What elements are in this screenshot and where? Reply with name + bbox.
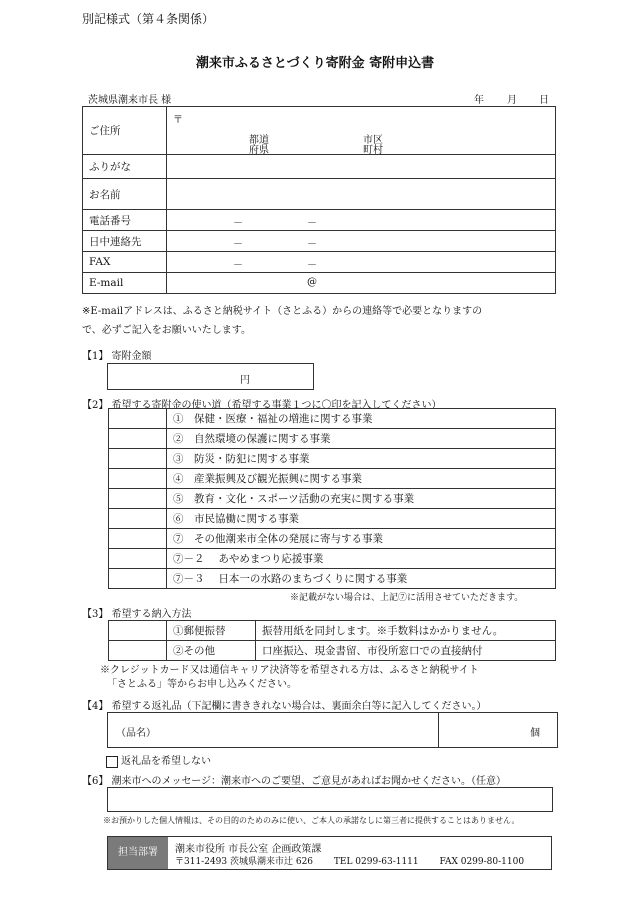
section2-title: 【2】 希望する寄附金の使い道（希望する事業１つに〇印を記入してください） — [82, 400, 442, 411]
gift-divider — [438, 713, 439, 747]
usage-item-label: ⑦－２ あやめまつり応援事業 — [167, 549, 556, 569]
name-label: お名前 — [83, 179, 167, 210]
usage-mark-cell[interactable] — [109, 549, 167, 569]
applicant-info-table — [82, 106, 556, 294]
furigana-field[interactable] — [167, 155, 556, 179]
usage-row — [109, 469, 556, 489]
yen-unit: 円 — [240, 375, 250, 386]
date-month-label: 月 — [507, 95, 517, 106]
fax-field[interactable] — [167, 252, 556, 273]
usage-item-label: ⑦ その他潮来市全体の発展に寄与する事業 — [167, 529, 556, 549]
gift-field[interactable] — [107, 712, 558, 748]
usage-row — [109, 549, 556, 569]
address-field[interactable] — [167, 107, 556, 155]
gift-item-label: （品名） — [116, 728, 156, 739]
payment-note-line1: ※クレジットカード又は通信キャリア決済等を希望される方は、ふるさと納税サイト — [100, 665, 479, 676]
usage-row — [109, 529, 556, 549]
privacy-note: ※お預かりした個人情報は、その目的のためのみに使い、ご本人の承諾なしに第三者に提供することはありません。 — [103, 816, 520, 825]
usage-item-label: ① 保健・医療・福祉の増進に関する事業 — [167, 409, 556, 429]
phone-dash-1: － — [233, 218, 243, 229]
donation-amount-field[interactable] — [107, 363, 314, 390]
usage-item-label: ⑥ 市民協働に関する事業 — [167, 509, 556, 529]
section1-title: 【1】 寄附金額 — [82, 351, 152, 362]
section3-title: 【3】 希望する納入方法 — [82, 609, 192, 620]
fax-label: FAX — [83, 252, 167, 273]
usage-item-label: ② 自然環境の保護に関する事業 — [167, 429, 556, 449]
email-at-mark: @ — [307, 277, 317, 288]
address-label: ご住所 — [83, 107, 167, 155]
fax-dash-2: － — [307, 260, 317, 271]
payment-method1-mark[interactable] — [109, 621, 167, 641]
usage-item-label: ⑦－３ 日本一の水路のまちづくりに関する事業 — [167, 569, 556, 589]
daytime-contact-label: 日中連絡先 — [83, 231, 167, 252]
city-label-line1: 市区 — [363, 135, 383, 146]
addressee: 茨城県潮来市長 様 — [88, 95, 172, 106]
payment-method2-description: 口座振込、現金書留、市役所窓口での直接納付 — [256, 641, 556, 661]
usage-note: ※記載がない場合は、上記⑦に活用させていただきます。 — [290, 593, 524, 603]
page-title: 潮来市ふるさとづくり寄附金 寄附申込書 — [195, 56, 435, 71]
city-label-line2: 町村 — [363, 145, 383, 156]
fax-dash-1: － — [233, 260, 243, 271]
usage-row — [109, 509, 556, 529]
payment-note-line2: 「さとふる」等からお申し込みください。 — [107, 679, 297, 690]
daytime-contact-field[interactable] — [167, 231, 556, 252]
phone-label: 電話番号 — [83, 210, 167, 231]
usage-item-label: ⑤ 教育・文化・スポーツ活動の充実に関する事業 — [167, 489, 556, 509]
gift-count-unit: 個 — [530, 728, 540, 739]
usage-mark-cell[interactable] — [109, 569, 167, 589]
payment-method2: ②その他 — [167, 641, 256, 661]
date-day-label: 日 — [539, 95, 549, 106]
usage-mark-cell[interactable] — [109, 469, 167, 489]
usage-row — [109, 489, 556, 509]
usage-mark-cell[interactable] — [109, 409, 167, 429]
contact-tag: 担当部署 — [108, 837, 168, 869]
usage-mark-cell[interactable] — [109, 489, 167, 509]
message-field[interactable] — [107, 787, 553, 812]
prefecture-label-line1: 都道 — [249, 135, 269, 146]
usage-item-label: ③ 防災・防犯に関する事業 — [167, 449, 556, 469]
usage-row — [109, 569, 556, 589]
usage-row — [109, 449, 556, 469]
section4-title: 【4】 希望する返礼品（下記欄に書ききれない場合は、裏面余白等に記入してください。） — [82, 701, 487, 712]
email-field[interactable] — [167, 273, 556, 294]
email-label: E-mail — [83, 273, 167, 294]
section6-title: 【6】 潮来市へのメッセージ：潮来市へのご要望、ご意見があればお聞かせください。（任意） — [82, 776, 506, 787]
payment-method1-description: 振替用紙を同封します。※手数料はかかりません。 — [256, 621, 556, 641]
payment-method-table — [108, 620, 556, 661]
no-gift-checkbox[interactable] — [106, 756, 118, 768]
usage-row — [109, 429, 556, 449]
daytime-dash-2: － — [307, 239, 317, 250]
email-note-line2: で、必ずご記入をお願いいたします。 — [82, 325, 251, 336]
contact-department: 潮来市役所 市長公室 企画政策課 — [175, 844, 322, 855]
postal-mark: 〒 — [173, 115, 183, 126]
usage-mark-cell[interactable] — [109, 509, 167, 529]
prefecture-label-line2: 府県 — [249, 145, 269, 156]
no-gift-option[interactable] — [106, 752, 211, 768]
date-year-label: 年 — [474, 95, 484, 106]
contact-address-phone: 〒311-2493 茨城県潮来市辻 626 TEL 0299-63-1111 FAX 0299-80-1100 — [175, 857, 525, 867]
payment-method1: ①郵便振替 — [167, 621, 256, 641]
usage-row — [109, 409, 556, 429]
furigana-label: ふりがな — [83, 155, 167, 179]
phone-dash-2: － — [307, 218, 317, 229]
usage-mark-cell[interactable] — [109, 449, 167, 469]
usage-item-label: ④ 産業振興及び観光振興に関する事業 — [167, 469, 556, 489]
daytime-dash-1: － — [233, 239, 243, 250]
name-field[interactable] — [167, 179, 556, 210]
usage-mark-cell[interactable] — [109, 429, 167, 449]
contact-box — [107, 836, 552, 870]
email-note-line1: ※E-mailアドレスは、ふるさと納税サイト（さとふる）からの連絡等で必要となりますの — [82, 306, 483, 317]
phone-field[interactable] — [167, 210, 556, 231]
form-number: 別記様式（第４条関係） — [82, 12, 215, 26]
no-gift-label: 返礼品を希望しない — [121, 756, 211, 767]
usage-mark-cell[interactable] — [109, 529, 167, 549]
payment-method2-mark[interactable] — [109, 641, 167, 661]
usage-table — [108, 408, 556, 589]
